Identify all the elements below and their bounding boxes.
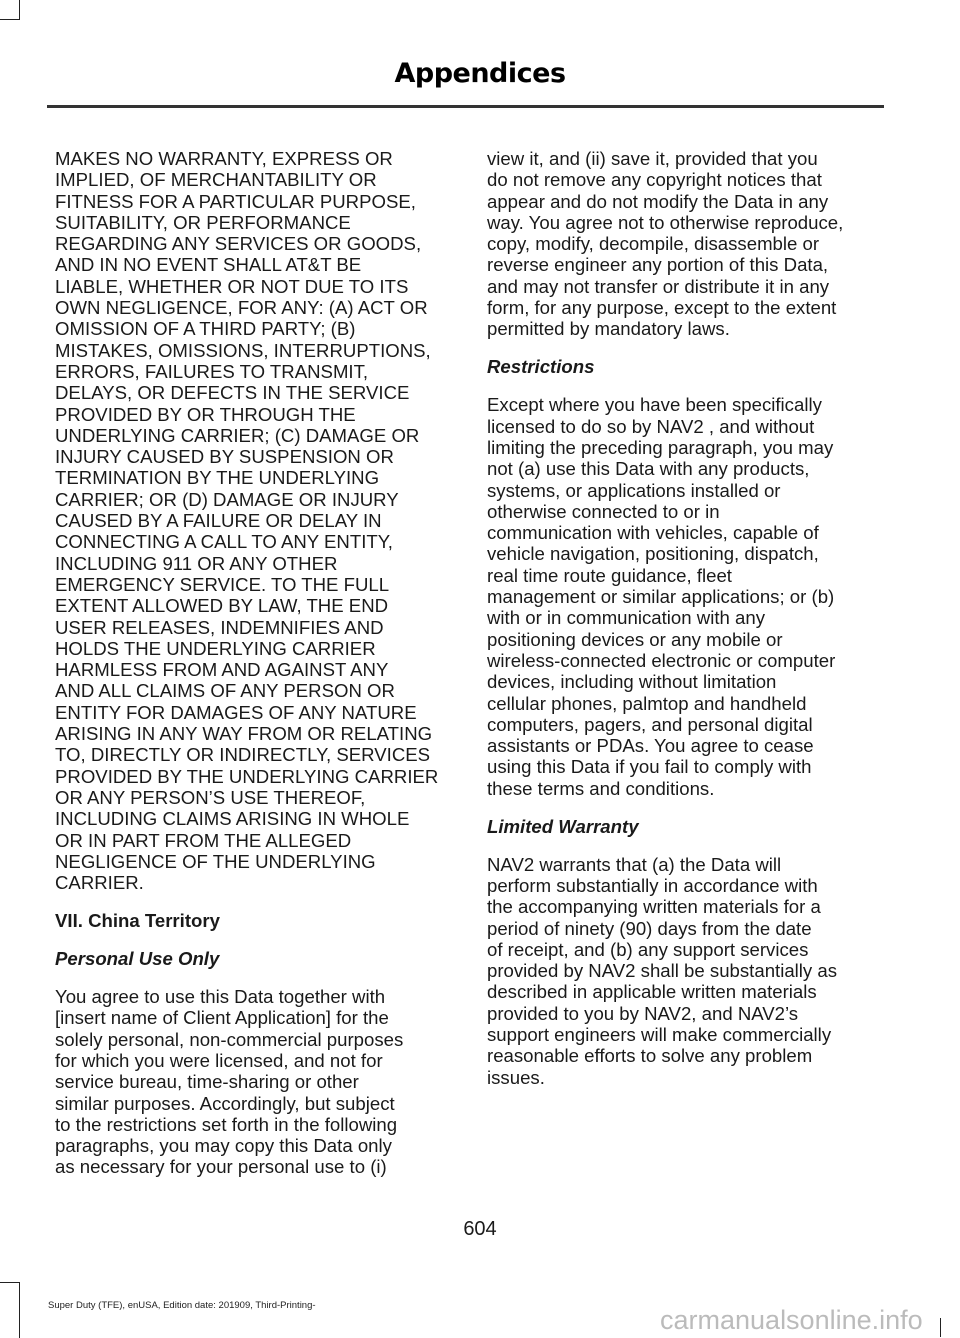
- edition-footer: Super Duty (TFE), enUSA, Edition date: 201909, Third-Printing-: [48, 1300, 316, 1311]
- subheading-restrictions: Restrictions: [487, 356, 595, 378]
- header-divider: [47, 105, 884, 108]
- subheading-personal-use: Personal Use Only: [55, 948, 220, 970]
- paragraph-personal-use: You agree to use this Data together with [insert name of Client Application] for the solely personal, non-commercial purposes for which you were licensed, and not for service bureau, time-sharing or other similar purposes. Accordingly, but subject to the restrictions set forth in the following paragraphs, you may copy this Data only as necessary for your personal use to (i): [55, 986, 404, 1178]
- crop-mark-bottom-left: [0, 1282, 20, 1338]
- page-title: Appendices: [394, 58, 566, 89]
- paragraph-personal-use-cont: view it, and (ii) save it, provided that you do not remove any copyright notices that appear and do not modify the Data in any way. You agree not to otherwise reproduce, copy, modify, decompile, disassemble or reverse engineer any portion of this Data, and may not transfer or distribute it in any form, for any purpose, except to the extent permitted by mandatory laws.: [487, 148, 844, 340]
- right-column: [487, 148, 882, 1105]
- crop-mark-bottom-right: [940, 1318, 942, 1337]
- paragraph-disclaimer: MAKES NO WARRANTY, EXPRESS OR IMPLIED, OF MERCHANTABILITY OR FITNESS FOR A PARTICULAR PURPOSE, SUITABILITY, OR PERFORMANCE REGARDING ANY SERVICES OR GOODS, AND IN NO EVENT SHALL AT&T BE LIABLE, WHETHER OR NOT DUE TO ITS OWN NEGLIGENCE, FOR ANY: (A) ACT OR OMISSION OF A THIRD PARTY; (B) MISTAKES, OMISSIONS, INTERRUPTIONS, ERRORS, FAILURES TO TRANSMIT, DELAYS, OR DEFECTS IN THE SERVICE PROVIDED BY OR THROUGH THE UNDERLYING CARRIER; (C) DAMAGE OR INJURY CAUSED BY SUSPENSION OR TERMINATION BY THE UNDERLYING CARRIER; OR (D) DAMAGE OR INJURY CAUSED BY A FAILURE OR DELAY IN CONNECTING A CALL TO ANY ENTITY, INCLUDING 911 OR ANY OTHER EMERGENCY SERVICE. TO THE FULL EXTENT ALLOWED BY LAW, THE END USER RELEASES, INDEMNIFIES AND HOLDS THE UNDERLYING CARRIER HARMLESS FROM AND AGAINST ANY AND ALL CLAIMS OF ANY PERSON OR ENTITY FOR DAMAGES OF ANY NATURE ARISING IN ANY WAY FROM OR RELATING TO, DIRECTLY OR INDIRECTLY, SERVICES PROVIDED BY THE UNDERLYING CARRIER OR ANY PERSON’S USE THEREOF, INCLUDING CLAIMS ARISING IN WHOLE OR IN PART FROM THE ALLEGED NEGLIGENCE OF THE UNDERLYING CARRIER.: [55, 148, 439, 894]
- watermark: carmanualsonline.info: [660, 1305, 923, 1335]
- page-number: 604: [463, 1218, 497, 1240]
- paragraph-restrictions: Except where you have been specifically licensed to do so by NAV2 , and without limiting the preceding paragraph, you may not (a) use this Data with any products, systems, or applications installed or otherwise connected to or in communication with vehicles, capable of vehicle navigation, positioning, dispatch, real time route guidance, fleet management or similar applications; or (b) with or in communication with any positioning devices or any mobile or wireless-connected electronic or computer devices, including without limitation cellular phones, palmtop and handheld computers, pagers, and personal digital assistants or PDAs. You agree to cease using this Data if you fail to comply with these terms and conditions.: [487, 394, 836, 799]
- paragraph-limited-warranty: NAV2 warrants that (a) the Data will perform substantially in accordance with the accompanying written materials for a period of ninety (90) days from the date of receipt, and (b) any support services provided by NAV2 shall be substantially as described in applicable written materials provided to you by NAV2, and NAV2’s support engineers will make commercially reasonable efforts to solve any problem issues.: [487, 853, 838, 1088]
- left-column: [55, 148, 450, 1194]
- crop-mark-top-left: [0, 0, 20, 20]
- subheading-limited-warranty: Limited Warranty: [487, 815, 639, 837]
- section-heading-china: VII. China Territory: [55, 910, 220, 932]
